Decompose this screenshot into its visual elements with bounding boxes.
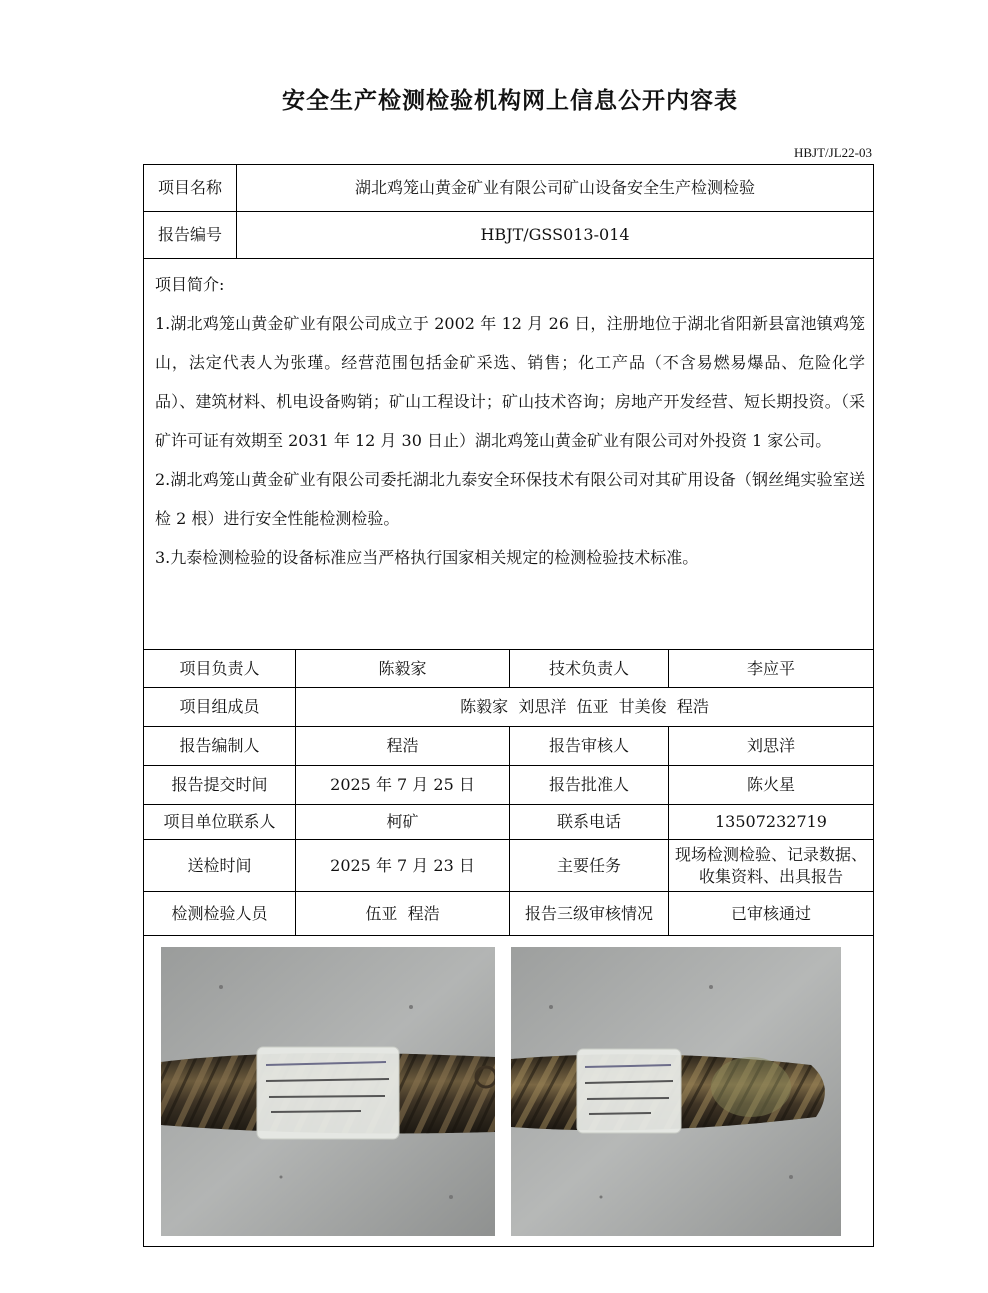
review-status-label: 报告三级审核情况 (510, 892, 669, 936)
intro-paragraph-3: 3.九泰检测检验的设备标准应当严格执行国家相关规定的检测检验技术标准。 (155, 548, 699, 567)
intro-paragraph-2: 2.湖北鸡笼山黄金矿业有限公司委托湖北九泰安全环保技术有限公司对其矿用设备（钢丝绳实验室送检 2 根）进行安全性能检测检验。 (155, 470, 865, 528)
inspectors-value: 伍亚 程浩 (296, 892, 510, 936)
contact-label: 项目单位联系人 (144, 805, 296, 840)
leader-label: 项目负责人 (144, 650, 296, 688)
info-table (143, 164, 874, 1247)
report-number-value: HBJT/GSS013-014 (237, 212, 873, 259)
project-name-value: 湖北鸡笼山黄金矿业有限公司矿山设备安全生产检测检验 (237, 165, 873, 212)
tech-lead-value: 李应平 (669, 650, 873, 688)
wire-rope-photo-2 (511, 947, 841, 1236)
reviewer-label: 报告审核人 (510, 727, 669, 766)
wire-rope-photo-1 (161, 947, 495, 1236)
report-number-label: 报告编号 (144, 212, 237, 259)
task-value: 现场检测检验、记录数据、收集资料、出具报告 (669, 840, 873, 892)
review-status-value: 已审核通过 (669, 892, 873, 936)
sent-time-value: 2025 年 7 月 23 日 (296, 840, 510, 892)
sent-time-label: 送检时间 (144, 840, 296, 892)
compiler-label: 报告编制人 (144, 727, 296, 766)
submit-time-label: 报告提交时间 (144, 766, 296, 805)
intro-heading: 项目简介: (155, 275, 225, 294)
project-intro (144, 259, 873, 650)
compiler-value: 程浩 (296, 727, 510, 766)
approver-label: 报告批准人 (510, 766, 669, 805)
members-value: 陈毅家 刘思洋 伍亚 甘美俊 程浩 (296, 688, 873, 727)
document-code: HBJT/JL22-03 (794, 145, 872, 160)
phone-value: 13507232719 (669, 805, 873, 840)
leader-value: 陈毅家 (296, 650, 510, 688)
tech-lead-label: 技术负责人 (510, 650, 669, 688)
approver-value: 陈火星 (669, 766, 873, 805)
inspectors-label: 检测检验人员 (144, 892, 296, 936)
contact-value: 柯矿 (296, 805, 510, 840)
page-title: 安全生产检测检验机构网上信息公开内容表 (282, 88, 738, 114)
phone-label: 联系电话 (510, 805, 669, 840)
project-name-label: 项目名称 (144, 165, 237, 212)
reviewer-value: 刘思洋 (669, 727, 873, 766)
task-label: 主要任务 (510, 840, 669, 892)
submit-time-value: 2025 年 7 月 25 日 (296, 766, 510, 805)
intro-paragraph-1: 1.湖北鸡笼山黄金矿业有限公司成立于 2002 年 12 月 26 日，注册地位于湖北省阳新县富池镇鸡笼山，法定代表人为张瑾。经营范围包括金矿采选、销售；化工产品（不含易燃易爆品、危险化学品）、建筑材料、机电设备购销；矿山工程设计；矿山技术咨询；房地产开发经营、短长期投资。（采矿许可证有效期至 2031 年 12 月 30 日止）湖北鸡笼山黄金矿业有限公司对外投资 1 家公司。 (155, 314, 865, 450)
members-label: 项目组成员 (144, 688, 296, 727)
